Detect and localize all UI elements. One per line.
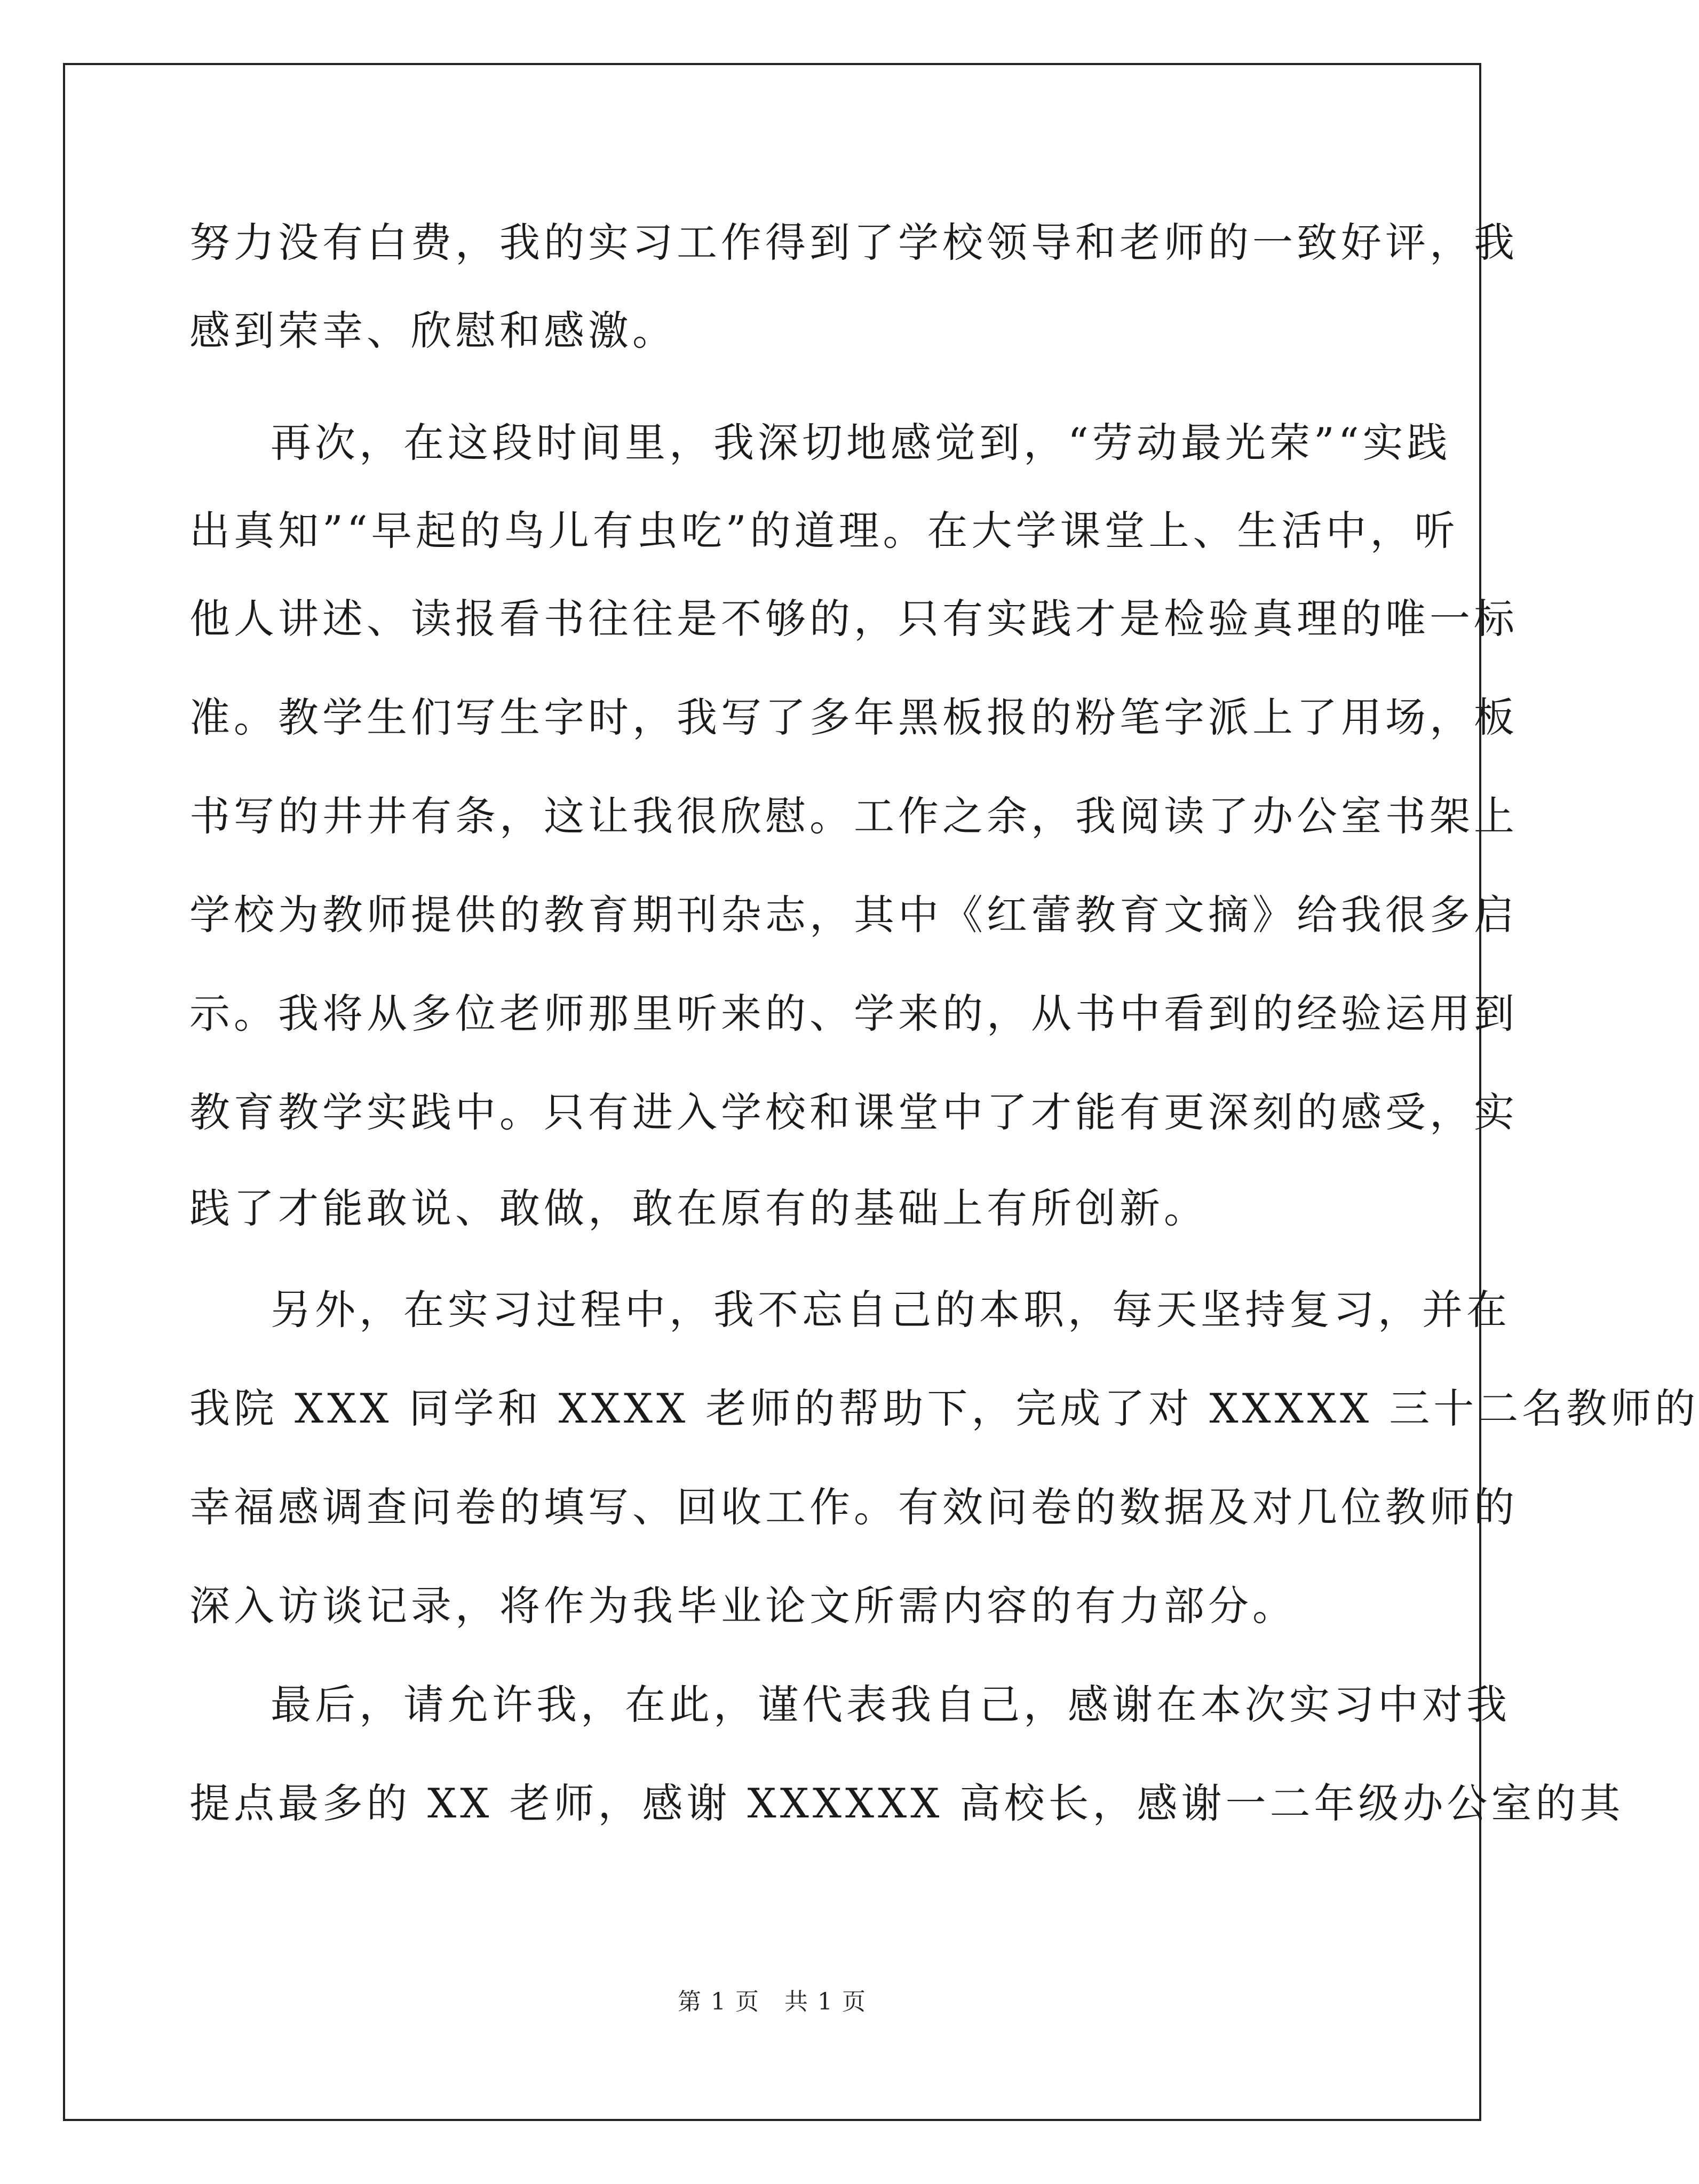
page-number-footer: 第 1 页 共 1 页	[678, 1988, 867, 2015]
text-line: 再次，在这段时间里，我深切地感觉到，“劳动最光荣”“实践	[271, 419, 1451, 466]
text-line: 书写的井井有条，这让我很欣慰。工作之余，我阅读了办公室书架上	[189, 792, 1518, 840]
text-line: 努力没有白费，我的实习工作得到了学校领导和老师的一致好评，我	[189, 219, 1518, 266]
text-line: 另外，在实习过程中，我不忘自己的本职，每天坚持复习，并在	[271, 1286, 1511, 1333]
text-line: 最后，请允许我，在此，谨代表我自己，感谢在本次实习中对我	[271, 1681, 1511, 1728]
text-line: 出真知”“早起的鸟儿有虫吃”的道理。在大学课堂上、生活中，听	[189, 507, 1459, 554]
text-line: 感到荣幸、欣慰和感激。	[189, 307, 677, 354]
text-line: 他人讲述、读报看书往往是不够的，只有实践才是检验真理的唯一标	[189, 595, 1518, 642]
text-line: 教育教学实践中。只有进入学校和课堂中了才能有更深刻的感受，实	[189, 1089, 1518, 1136]
text-line: 深入访谈记录，将作为我毕业论文所需内容的有力部分。	[189, 1582, 1297, 1630]
text-line: 提点最多的 XX 老师，感谢 XXXXXX 高校长，感谢一二年级办公室的其	[189, 1780, 1624, 1827]
text-line: 幸福感调查问卷的填写、回收工作。有效问卷的数据及对几位教师的	[189, 1483, 1518, 1531]
text-line: 示。我将从多位老师那里听来的、学来的，从书中看到的经验运用到	[189, 990, 1518, 1037]
text-line: 我院 XXX 同学和 XXXX 老师的帮助下，完成了对 XXXXX 三十二名教师的	[189, 1385, 1699, 1432]
text-line: 践了才能敢说、敢做，敢在原有的基础上有所创新。	[189, 1185, 1208, 1232]
text-line: 学校为教师提供的教育期刊杂志，其中《红蕾教育文摘》给我很多启	[189, 891, 1518, 939]
text-line: 准。教学生们写生字时，我写了多年黑板报的粉笔字派上了用场，板	[189, 694, 1518, 741]
